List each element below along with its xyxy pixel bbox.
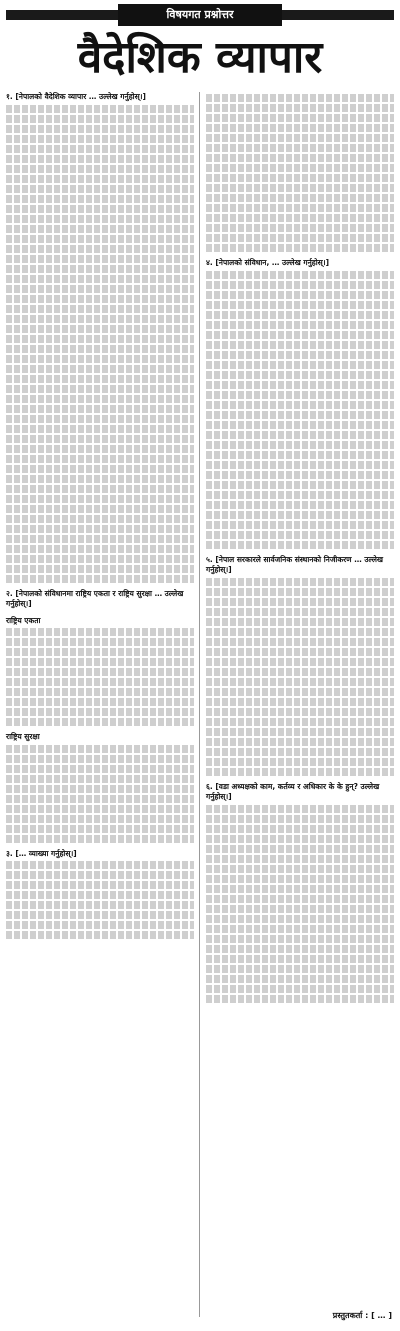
author-credit: प्रस्तुतकर्ता : [ … ] — [332, 1311, 392, 1320]
question-4: ४. [नेपालको संविधान, … उल्लेख गर्नुहोस्।] — [206, 258, 330, 267]
answer-3-placeholder — [6, 861, 194, 939]
question-5: ५. [नेपाल सरकारले सार्वजनिक संस्थानको निजीकरण … उल्लेख गर्नुहोस्।] — [206, 554, 384, 574]
column-divider — [199, 92, 200, 1317]
right-column — [206, 92, 394, 1009]
question-3: ३. [… व्याख्या गर्नुहोस्।] — [6, 848, 77, 858]
subheading-national-security: राष्ट्रिय सुरक्षा — [6, 732, 40, 741]
answer-1-placeholder — [6, 105, 194, 583]
answer-2b-placeholder — [6, 745, 194, 843]
subheading-national-unity: राष्ट्रिय एकता — [6, 615, 41, 625]
answer-4-placeholder — [206, 271, 394, 549]
question-6: ६. [वडा अध्यक्षको काम, कर्तव्य र अधिकार के के हुन्? उल्लेख गर्नुहोस्।] — [206, 781, 380, 801]
question-2: २. [नेपालको संविधानमा राष्ट्रिय एकता र राष्ट्रिय सुरक्षा … उल्लेख गर्नुहोस्।] — [6, 588, 184, 608]
question-1: १. [नेपालको वैदेशिक व्यापार … उल्लेख गर्नुहोस्।] — [6, 92, 146, 101]
answer-2a-placeholder — [6, 628, 194, 726]
section-label: विषयगत प्रश्नोत्तर — [118, 4, 282, 26]
left-column — [6, 92, 194, 945]
page-title: वैदेशिक व्यापार — [77, 32, 323, 83]
answer-5-placeholder — [206, 578, 394, 776]
answer-6-placeholder — [206, 805, 394, 1003]
section-banner — [0, 4, 400, 26]
answer-3-continued-placeholder — [206, 94, 394, 252]
